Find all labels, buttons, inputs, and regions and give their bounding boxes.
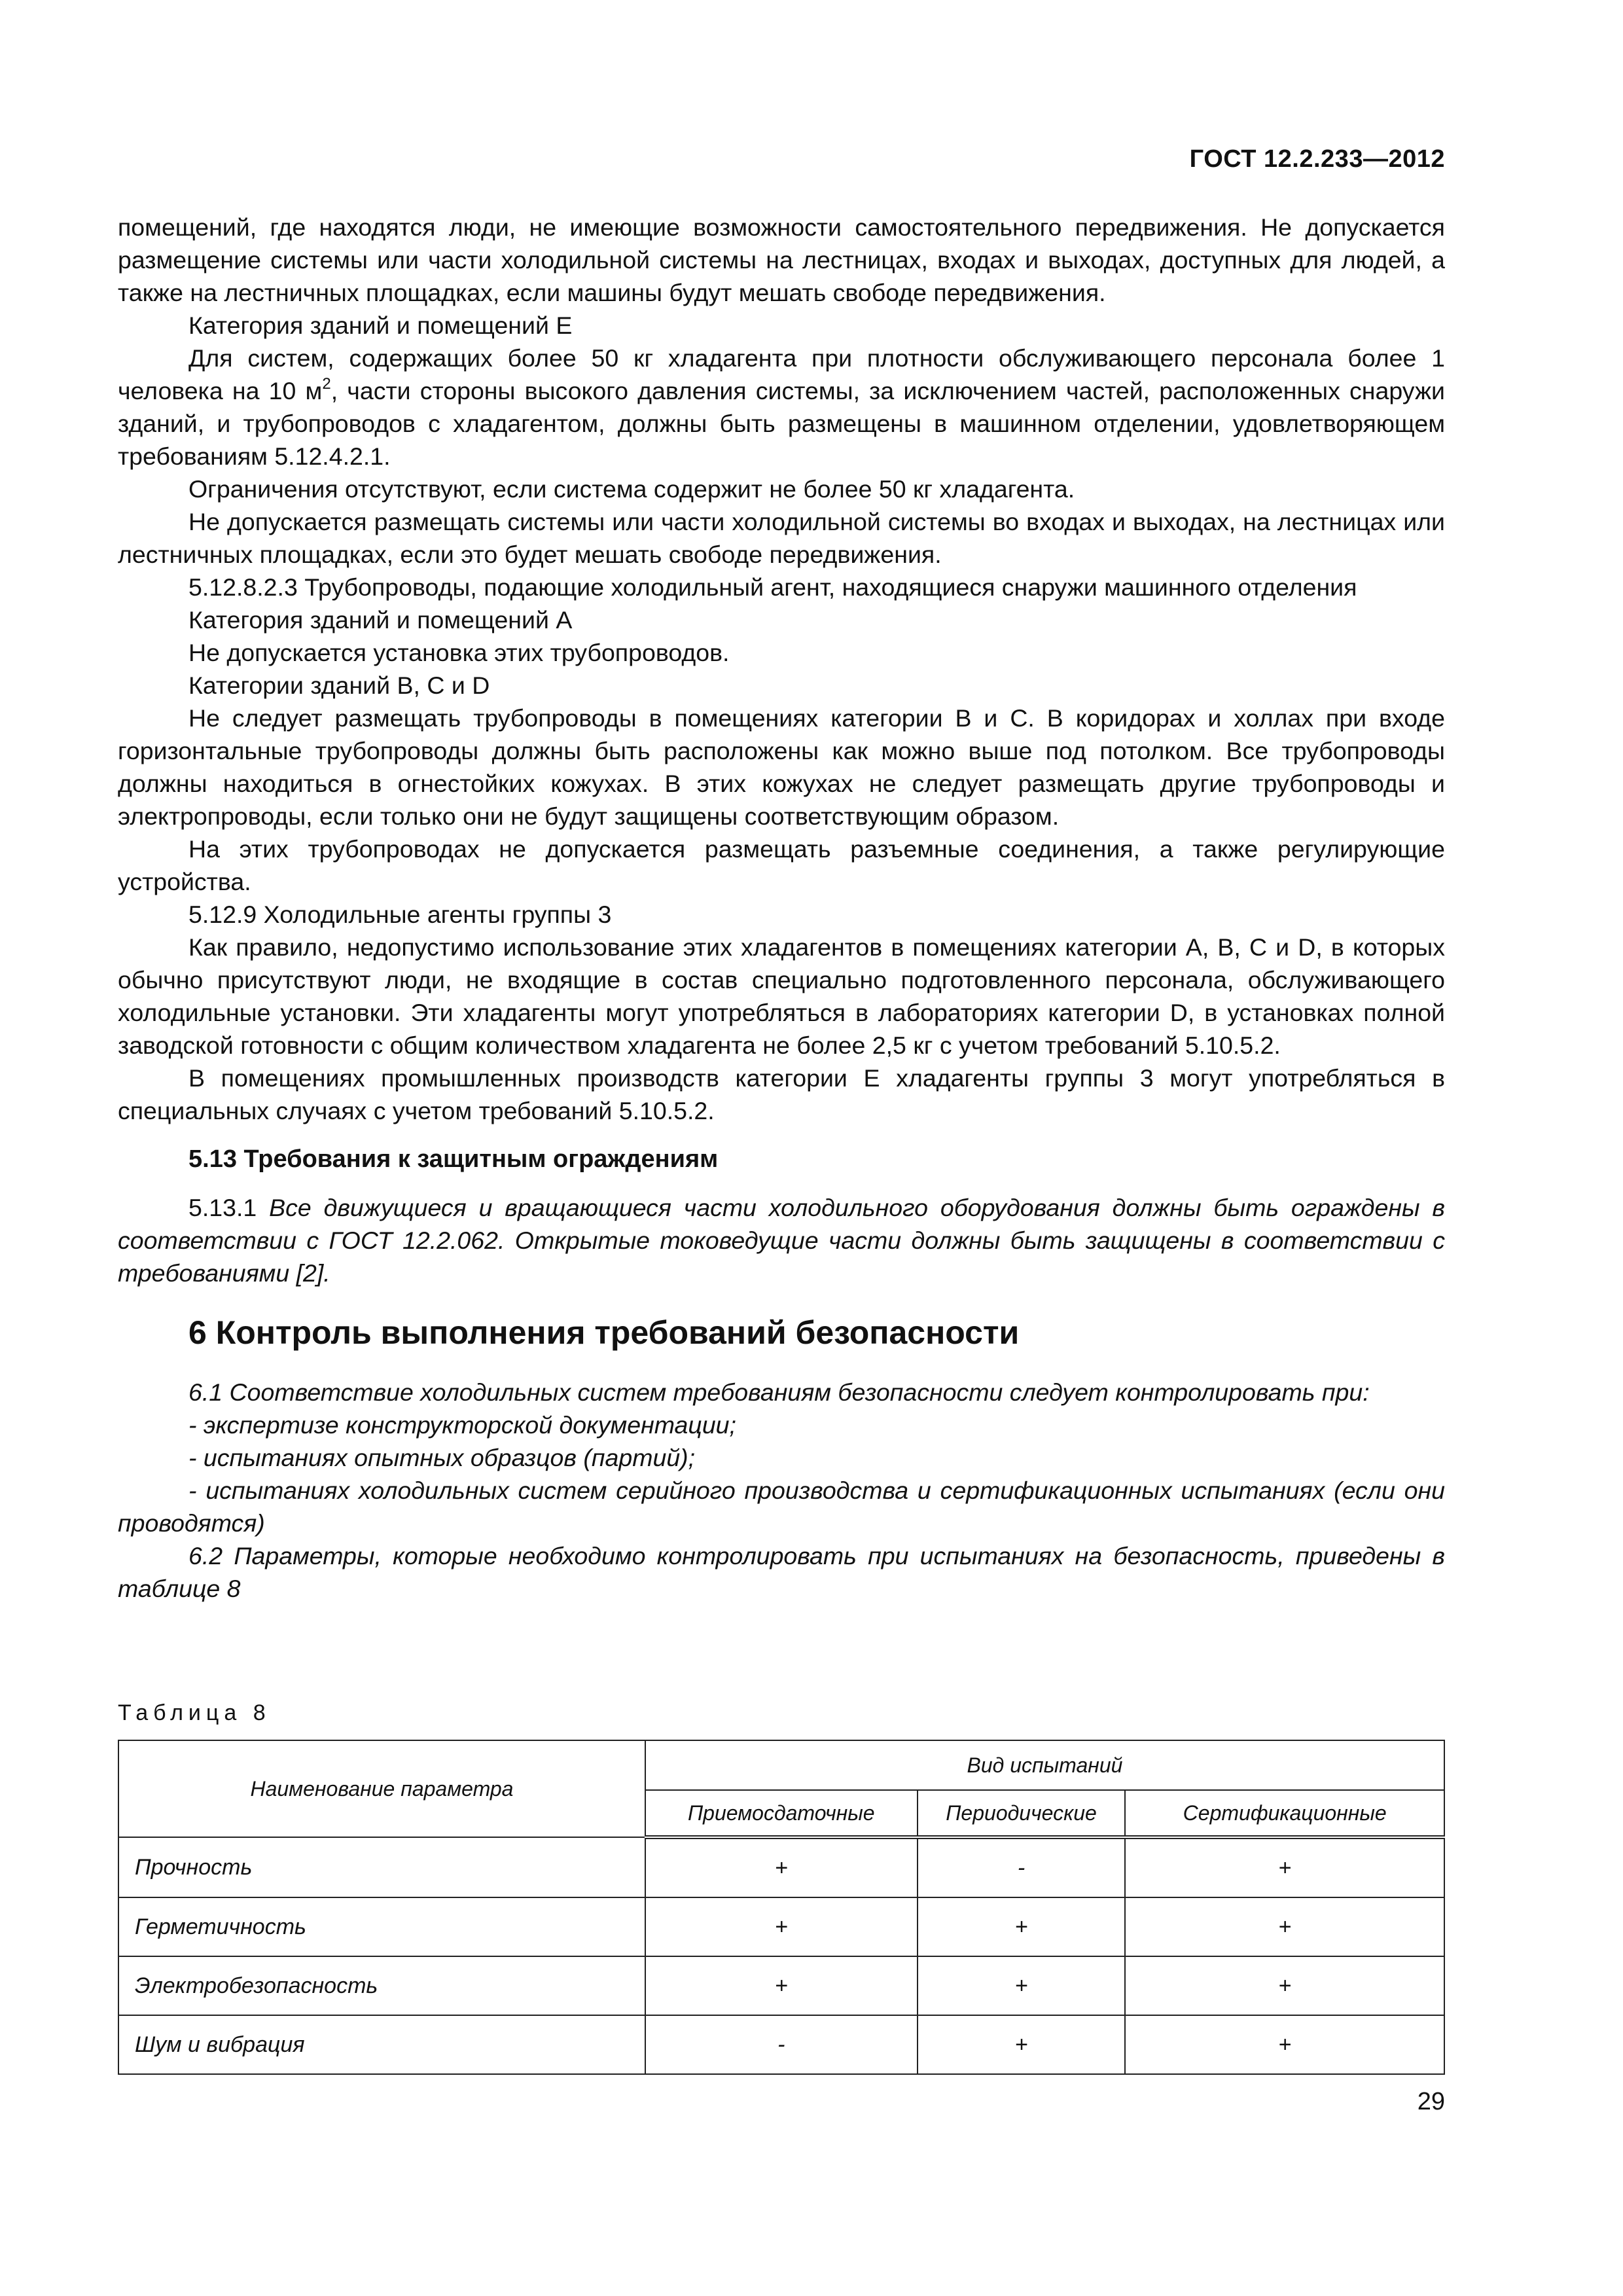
list-item: - испытаниях холодильных систем серийного производства и сертификационных испытаниях (если они проводятся) (118, 1477, 1445, 1537)
table-cell: + (918, 1897, 1126, 1956)
table-cell-parameter: Электробезопасность (118, 1956, 645, 2015)
paragraph: Категория зданий и помещений A (188, 606, 573, 634)
paragraph (118, 1191, 1445, 1289)
paragraph: Не следует размещать трубопроводы в помещениях категории B и C. В коридорах и холлах при входе горизонтальные трубопроводы должны быть расположены как можно выше под потолком. Все трубопроводы должны находиться в огнестойких кожухах. В этих кожухах не следует размещать другие трубопроводы и электропроводы, если только они не будут защищены соответствующим образом. (118, 704, 1445, 830)
table-cell: + (645, 1956, 918, 2015)
table-cell: - (918, 1837, 1126, 1897)
paragraph-text: , части стороны высокого давления системы, за исключением частей, расположенных снаружи зданий, и трубопроводов с хладагентом, должны быть размещены в машинном отделении, удовлетворяющем требованиям 5.12.4.2.1. (118, 377, 1445, 470)
table-row (118, 1956, 1444, 2015)
table-caption: Таблица 8 (118, 1700, 271, 1725)
paragraph: Категория зданий и помещений E (188, 312, 573, 339)
paragraph-text: Все движущиеся и вращающиеся части холодильного оборудования должны быть ограждены в соответствии с ГОСТ 12.2.062. Открытые токоведущие части должны быть защищены в соответствии с требованиями [2]. (118, 1194, 1445, 1287)
paragraph: 6.1 Соответствие холодильных систем требованиям безопасности следует контролировать при: (188, 1378, 1370, 1406)
document-id-header: ГОСТ 12.2.233—2012 (1189, 145, 1445, 173)
table-cell-parameter: Прочность (118, 1837, 645, 1897)
table-cell: + (645, 1897, 918, 1956)
table-row (118, 1837, 1444, 1897)
table-header-parameter: Наименование параметра (118, 1740, 645, 1837)
table-row (118, 1897, 1444, 1956)
paragraph: Категории зданий B, C и D (188, 672, 490, 699)
paragraph: В помещениях промышленных производств категории E хладагенты группы 3 могут употребляться в специальных случаях с учетом требований 5.10.5.2. (118, 1064, 1445, 1124)
paragraph: 5.12.9 Холодильные агенты группы 3 (188, 901, 612, 928)
table-row (118, 2015, 1444, 2074)
table-cell: + (918, 2015, 1126, 2074)
table-cell: + (1125, 1956, 1444, 2015)
table-cell: + (645, 1837, 918, 1897)
page-number: 29 (1417, 2088, 1445, 2115)
paragraph (118, 342, 1445, 473)
table-header-certification: Сертификационные (1125, 1790, 1444, 1837)
list-item: - экспертизе конструкторской документации; (188, 1411, 736, 1439)
paragraph: помещений, где находятся люди, не имеющие возможности самостоятельного передвижения. Не допускается размещение системы или части холодильной системы на лестницах, входах и выходах, доступных для людей, а также на лестничных площадках, если машины будут мешать свободе передвижения. (118, 213, 1445, 306)
paragraph: 6.2 Параметры, которые необходимо контролировать при испытаниях на безопасность, приведены в таблице 8 (118, 1542, 1445, 1602)
table-cell: + (1125, 1837, 1444, 1897)
paragraph: 5.12.8.2.3 Трубопроводы, подающие холодильный агент, находящиеся снаружи машинного отделения (188, 573, 1357, 601)
clause-number: 5.13.1 (188, 1194, 257, 1221)
paragraph: Не допускается размещать системы или части холодильной системы во входах и выходах, на лестницах или лестничных площадках, если это будет мешать свободе передвижения. (118, 508, 1445, 568)
superscript: 2 (322, 375, 331, 393)
table-cell-parameter: Шум и вибрация (118, 2015, 645, 2074)
table-header-test-type: Вид испытаний (645, 1740, 1444, 1790)
chapter-heading: 6 Контроль выполнения требований безопасности (188, 1314, 1020, 1351)
paragraph: Не допускается установка этих трубопроводов. (188, 639, 730, 666)
paragraph: На этих трубопроводах не допускается размещать разъемные соединения, а также регулирующие устройства. (118, 835, 1445, 895)
paragraph: Как правило, недопустимо использование этих хладагентов в помещениях категории A, B, C и D, в которых обычно присутствуют люди, не входящие в состав специально подготовленного персонала, обслуживающего холодильные установки. Эти хладагенты могут употребляться в лабораториях категории D, в установках полной заводской готовности с общим количеством хладагента не более 2,5 кг с учетом требований 5.10.5.2. (118, 933, 1445, 1059)
table-cell: + (1125, 1897, 1444, 1956)
table-header-acceptance: Приемосдаточные (645, 1790, 918, 1837)
section-heading: 5.13 Требования к защитным ограждениям (188, 1145, 719, 1173)
table-cell: - (645, 2015, 918, 2074)
table-cell: + (1125, 2015, 1444, 2074)
paragraph: Ограничения отсутствуют, если система содержит не более 50 кг хладагента. (188, 475, 1075, 503)
parameters-table (118, 1740, 1445, 2075)
paragraph-text: Для систем, содержащих более 50 кг хладагента при плотности обслуживающего персонала более 1 человека на 10 м (118, 344, 1445, 404)
table-header-periodic: Периодические (918, 1790, 1126, 1837)
table-cell-parameter: Герметичность (118, 1897, 645, 1956)
body-text (118, 211, 1445, 1605)
list-item: - испытаниях опытных образцов (партий); (188, 1444, 696, 1471)
table-cell: + (918, 1956, 1126, 2015)
